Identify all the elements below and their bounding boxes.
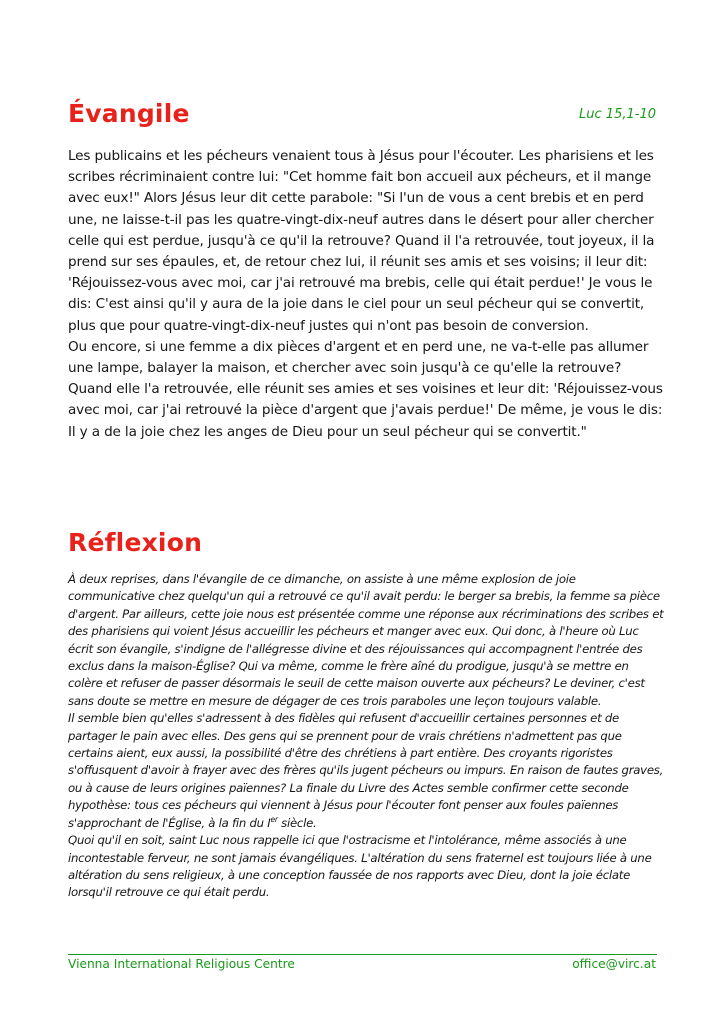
gospel-header — [68, 98, 656, 134]
footer-organization: Vienna International Religious Centre — [68, 957, 295, 971]
gospel-title: Évangile — [68, 99, 190, 128]
reflection-title: Réflexion — [68, 528, 203, 557]
reflection-paragraph: Quoi qu'il en soit, saint Luc nous rappelle ici que l'ostracisme et l'intolérance, même associés à une incontestable ferveur, ne sont jamais évangéliques. L'altération du sens fraternel est toujours liée à une altération du sens religieux, à une conception faussée de nos rapports avec Dieu, dont la joie éclate lorsqu'il retrouve ce qui était perdu. — [68, 833, 652, 900]
reflection-paragraph: À deux reprises, dans l'évangile de ce dimanche, on assiste à une même explosion de joie communicative chez quelqu'un qui a retrouvé ce qu'il avait perdu: le berger sa brebis, la femme sa pièce d'argent. Par ailleurs, cette joie nous est présentée comme une réponse aux récriminations des scribes et des pharisiens qui voient Jésus accueillir les pécheurs et manger avec eux. Qui donc, à l'heure où Luc écrit son évangile, s'indigne de l'allégresse divine et des réjouissances qui accompagnent l'entrée des exclus dans la maison-Église? Qui va même, comme le frère aîné du prodigue, jusqu'à se mettre en colère et refuser de passer désormais le seuil de cette maison ouverte aux pécheurs? Le deviner, c'est sans doute se mettre en mesure de dégager de ces trois paraboles une leçon toujours valable. — [68, 572, 664, 708]
scripture-reference: Luc 15,1-10 — [579, 107, 656, 122]
gospel-text — [68, 146, 664, 443]
gospel-paragraph: Ou encore, si une femme a dix pièces d'argent et en perd une, ne va-t-elle pas allumer une lampe, balayer la maison, et chercher avec soin jusqu'à ce qu'elle la retrouve? Quand elle l'a retrouvée, elle réunit ses amies et ses voisines et leur dit: 'Réjouissez-vous avec moi, car j'ai retrouvé la pièce d'argent que j'avais perdue!' De même, je vous le dis: Il y a de la joie chez les anges de Dieu pour un seul pécheur qui se convertit." — [68, 338, 663, 440]
gospel-paragraph: Les publicains et les pécheurs venaient tous à Jésus pour l'écouter. Les pharisiens et les scribes récriminaient contre lui: "Cet homme fait bon accueil aux pécheurs, et il mange avec eux!" Alors Jésus leur dit cette parabole: "Si l'un de vous a cent brebis et en perd une, ne laisse-t-il pas les quatre-vingt-dix-neuf autres dans le désert pour aller chercher celle qui est perdue, jusqu'à ce qu'il la retrouve? Quand il l'a retrouvée, tout joyeux, il la prend sur ses épaules, et, de retour chez lui, il réunit ses amis et ses voisins; il leur dit: 'Réjouissez-vous avec moi, car j'ai retrouvé ma brebis, celle qui était perdue!' Je vous le dis: C'est ainsi qu'il y aura de la joie dans le ciel pour un seul pécheur qui se convertit, plus que pour quatre-vingt-dix-neuf justes qui n'ont pas besoin de conversion. — [68, 148, 655, 334]
footer-divider — [68, 954, 657, 955]
reflection-header — [68, 527, 656, 563]
reflection-paragraph — [68, 710, 664, 832]
reflection-text-segment: Il semble bien qu'elles s'adressent à des fidèles qui refusent d'accueillir certaines personnes et de partager le pain avec elles. Des gens qui se prennent pour de vrais chrétiens n'admettent pas que certains aient, eux aussi, la possibilité d'être des chrétiens à part entière. Des croyants rigoristes s'offusquent d'avoir à frayer avec des frères qu'ils jugent pécheurs ou impurs. En raison de fautes graves, ou à cause de leurs origines païennes? La finale du Livre des Actes semble confirmer cette seconde hypothèse: tous ces pécheurs qui viennent à Jésus pour l'écouter font penser aux foules païennes s'approchant de l'Église, à la fin du I — [68, 711, 664, 830]
reflection-text — [68, 571, 664, 902]
ordinal-superscript: er — [270, 814, 278, 824]
reflection-text-segment: siècle. — [277, 815, 317, 830]
footer-email: office@virc.at — [572, 957, 656, 971]
